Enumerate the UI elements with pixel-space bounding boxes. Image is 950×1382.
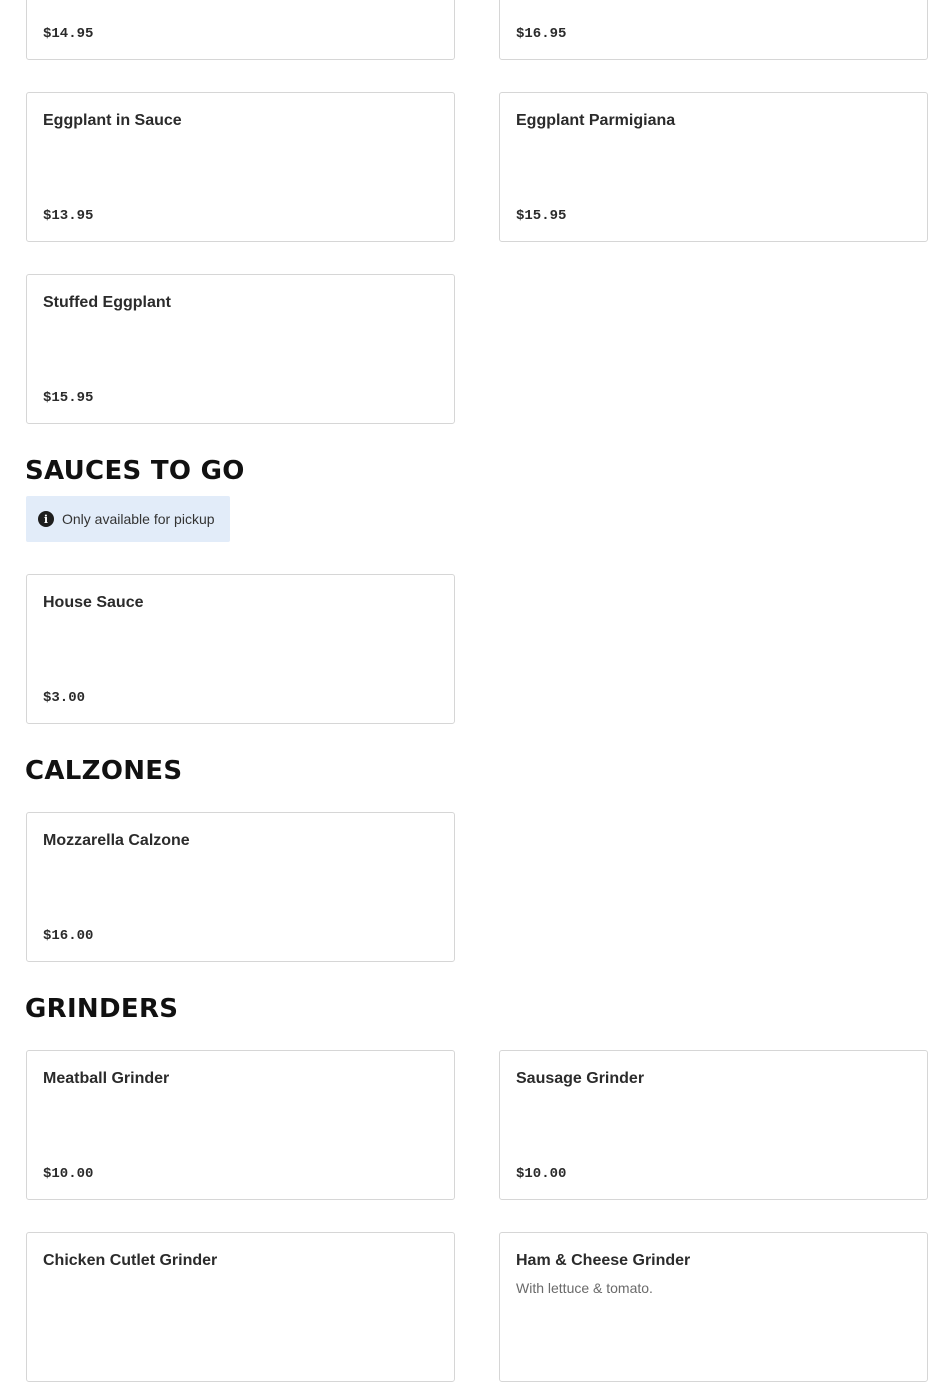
item-name: Chicken Cutlet Grinder <box>43 1252 218 1269</box>
menu-item-card[interactable] <box>26 574 455 724</box>
notice-text: Only available for pickup <box>62 511 215 527</box>
item-price: $3.00 <box>43 690 86 706</box>
item-name: Stuffed Eggplant <box>43 294 171 311</box>
item-price: $16.00 <box>43 928 94 944</box>
item-description: With lettuce & tomato. <box>516 1280 653 1296</box>
menu-item-card[interactable] <box>26 1050 455 1200</box>
item-name: Mozzarella Calzone <box>43 832 190 849</box>
menu-item-card[interactable] <box>26 0 455 60</box>
menu-item-card[interactable] <box>26 1232 455 1382</box>
menu-item-card[interactable] <box>499 1050 928 1200</box>
menu-item-card[interactable] <box>26 274 455 424</box>
item-name: Eggplant in Sauce <box>43 112 182 129</box>
section-heading-sauces: SAUCES TO GO <box>25 456 245 486</box>
item-price: $15.95 <box>516 208 567 224</box>
info-icon: i <box>38 511 54 527</box>
item-name: Meatball Grinder <box>43 1070 170 1087</box>
item-name: Ham & Cheese Grinder <box>516 1252 691 1269</box>
item-name: Eggplant Parmigiana <box>516 112 676 129</box>
menu-item-card[interactable] <box>499 0 928 60</box>
item-price: $16.95 <box>516 26 567 42</box>
menu-item-card[interactable] <box>26 92 455 242</box>
item-price: $10.00 <box>43 1166 94 1182</box>
menu-item-card[interactable] <box>26 812 455 962</box>
section-heading-calzones: CALZONES <box>25 756 183 786</box>
pickup-notice <box>26 496 230 542</box>
item-name: Sausage Grinder <box>516 1070 645 1087</box>
item-price: $15.95 <box>43 390 94 406</box>
item-name: House Sauce <box>43 594 144 611</box>
section-heading-grinders: GRINDERS <box>25 994 179 1024</box>
menu-item-card[interactable] <box>499 1232 928 1382</box>
item-price: $14.95 <box>43 26 94 42</box>
item-price: $10.00 <box>516 1166 567 1182</box>
menu-item-card[interactable] <box>499 92 928 242</box>
item-price: $13.95 <box>43 208 94 224</box>
